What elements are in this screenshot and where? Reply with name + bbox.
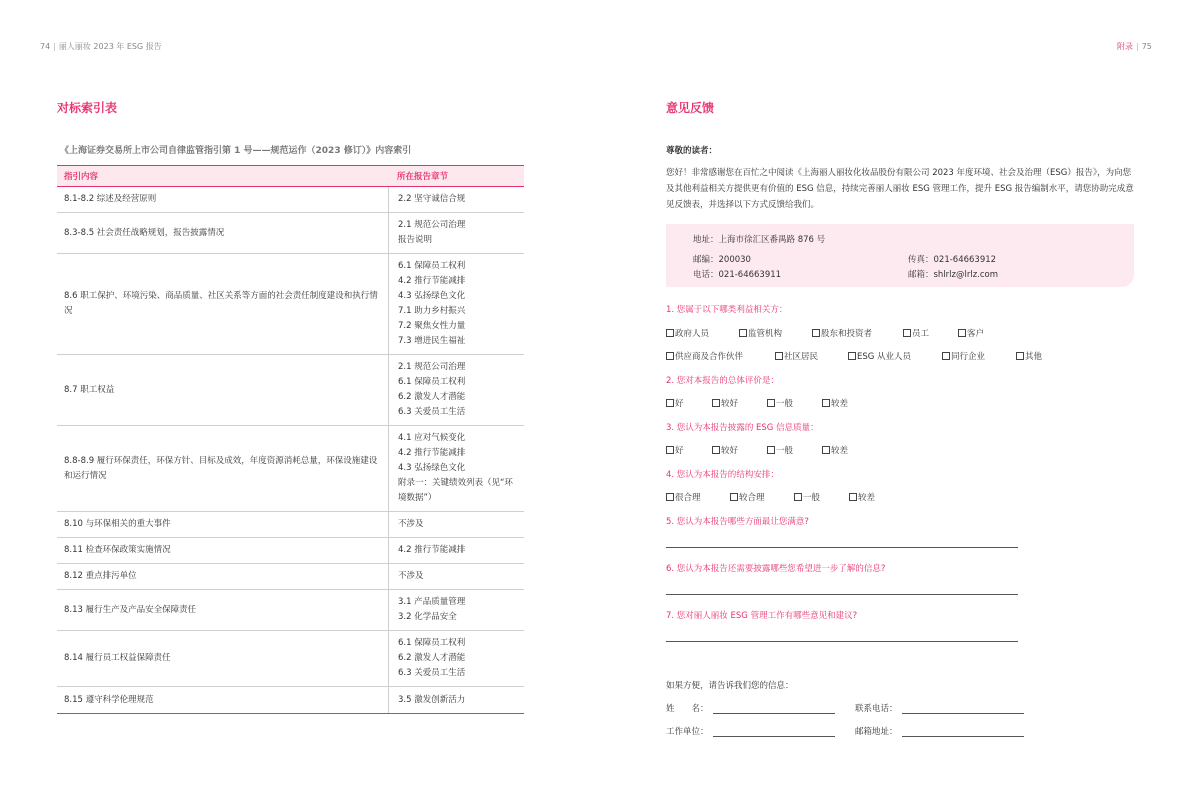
option-label: 较差: [831, 399, 849, 409]
row-item: 8.13 履行生产及产品安全保障责任: [64, 604, 197, 615]
row-item: 8.12 重点排污单位: [64, 571, 137, 581]
checkbox-icon[interactable]: [942, 352, 950, 360]
option-label: 好: [675, 399, 684, 409]
table-row: [57, 426, 524, 512]
table-caption: 《上海证券交易所上市公司自律监管指引第 1 号——规范运作（2023 修订）》内容索引: [60, 146, 412, 156]
chapter-line: 6.1 保障员工权利: [398, 261, 466, 271]
q1-option[interactable]: [739, 327, 782, 339]
contact-fax: 传真：021-64663912: [908, 255, 997, 265]
chapter-line: 6.1 保障员工权利: [398, 638, 466, 648]
checkbox-icon[interactable]: [848, 352, 856, 360]
greeting: 尊敬的读者：: [666, 146, 718, 156]
q6-answer-line[interactable]: [666, 594, 1018, 595]
contact-email: 邮箱：shlrlz@lrlz.com: [908, 270, 999, 280]
contact-address: 地址：上海市徐汇区番禺路 876 号: [693, 235, 826, 245]
question-7: 7. 您对丽人丽妆 ESG 管理工作有哪些意见和建议?: [666, 611, 858, 621]
row-item: 8.1-8.2 综述及经营原则: [64, 194, 157, 204]
row-chapters: [388, 564, 524, 589]
row-chapters: [388, 355, 524, 425]
contact-postcode: 邮编：200030: [693, 255, 751, 265]
row-item: 8.7 职工权益: [64, 384, 115, 395]
checkbox-icon[interactable]: [666, 446, 674, 454]
chapter-line: 4.3 弘扬绿色文化: [398, 463, 466, 473]
option-label: 较差: [858, 493, 876, 503]
row-chapters: [388, 631, 524, 686]
feedback-title: 意见反馈: [666, 101, 715, 115]
intro-paragraph: 您好！非常感谢您在百忙之中阅读《上海丽人丽妆化妆品股份有限公司 2023 年度环境、社会及治理（ESG）报告》，为向您及其他利益相关方提供更有价值的 ESG 信息，持续完善丽人丽妆 ESG 管理工作，提升 ESG 报告编制水平，请您协助完成意见反馈表，并选择以下方式反馈给我们。: [666, 168, 1134, 210]
checkbox-icon[interactable]: [812, 329, 820, 337]
chapter-line: 4.2 推行节能减排: [398, 545, 466, 555]
table-row: [57, 631, 524, 687]
option-label: 较差: [831, 446, 849, 456]
table-row: [57, 512, 524, 538]
chapter-line: 附录一：关键绩效列表（见“环: [398, 478, 513, 488]
q1-option[interactable]: [812, 327, 872, 339]
row-item: 8.10 与环保相关的重大事件: [64, 519, 171, 529]
chapter-line: 6.3 关爱员工生活: [398, 407, 466, 417]
chapter-line: 3.1 产品质量管理: [398, 597, 466, 607]
row-item: 8.6 职工保护、环境污染、商品质量、社区关系等方面的社会责任制度建设和执行情况: [64, 291, 378, 316]
checkbox-icon[interactable]: [767, 399, 775, 407]
q4-option[interactable]: [794, 491, 820, 503]
row-chapters: [388, 590, 524, 630]
question-4: 4. 您认为本报告的结构安排：: [666, 470, 779, 480]
checkbox-icon[interactable]: [849, 493, 857, 501]
column-header-chapter: 所在报告章节: [397, 172, 449, 182]
option-label: 政府人员: [675, 329, 710, 339]
row-item: 8.15 遵守科学伦理规范: [64, 694, 154, 705]
row-chapters: [388, 538, 524, 563]
q1-option[interactable]: [1016, 350, 1042, 362]
chapter-line: 2.2 坚守诚信合规: [398, 194, 466, 204]
index-table-title: 对标索引表: [57, 101, 118, 115]
question-6: 6. 您认为本报告还需要披露哪些您希望进一步了解的信息?: [666, 564, 886, 574]
row-chapters: [388, 254, 524, 354]
option-label: 员工: [912, 329, 930, 339]
right-page-number: 75: [1141, 42, 1152, 51]
checkbox-icon[interactable]: [767, 446, 775, 454]
name-input-line[interactable]: [713, 705, 835, 714]
phone-input-line[interactable]: [902, 705, 1024, 714]
option-label: 好: [675, 446, 684, 456]
option-label: 一般: [803, 493, 821, 503]
table-row: [57, 187, 524, 213]
table-row: [57, 590, 524, 631]
row-chapters: [388, 512, 524, 537]
q3-option[interactable]: [822, 444, 848, 456]
option-label: 同行企业: [951, 352, 986, 362]
checkbox-icon[interactable]: [903, 329, 911, 337]
q7-answer-line[interactable]: [666, 641, 1018, 642]
left-page-number: 74: [40, 42, 51, 51]
checkbox-icon[interactable]: [666, 399, 674, 407]
q2-option[interactable]: [712, 397, 738, 409]
chapter-line: 6.2 激发人才潜能: [398, 392, 466, 402]
q1-option[interactable]: [848, 350, 911, 362]
email-field[interactable]: [855, 725, 1024, 737]
chapter-line: 4.1 应对气候变化: [398, 433, 466, 443]
option-label: 监管机构: [748, 329, 783, 339]
left-page-header: [40, 41, 162, 52]
checkbox-icon[interactable]: [666, 493, 674, 501]
table-row: [57, 538, 524, 564]
chapter-line: 3.2 化学品安全: [398, 612, 457, 622]
chapter-line: 4.2 推行节能减排: [398, 448, 466, 458]
option-label: 社区居民: [784, 352, 819, 362]
option-label: 一般: [776, 446, 794, 456]
name-field[interactable]: [666, 702, 835, 714]
column-header-content: 指引内容: [64, 172, 99, 182]
checkbox-icon[interactable]: [794, 493, 802, 501]
option-label: 一般: [776, 399, 794, 409]
chapter-line: 报告说明: [398, 235, 433, 245]
field-label: 姓 名：: [666, 704, 709, 714]
option-label: 客户: [967, 329, 985, 339]
chapter-line: 不涉及: [398, 519, 424, 529]
chapter-line: 7.2 聚焦女性力量: [398, 321, 466, 331]
q4-option[interactable]: [666, 491, 701, 503]
contact-box: [666, 224, 1134, 287]
checkbox-icon[interactable]: [958, 329, 966, 337]
checkbox-icon[interactable]: [1016, 352, 1024, 360]
info-prompt: 如果方便，请告诉我们您的信息：: [666, 681, 794, 691]
q2-option[interactable]: [767, 397, 793, 409]
option-label: 供应商及合作伙伴: [675, 352, 744, 362]
contact-phone: 电话：021-64663911: [693, 270, 782, 280]
phone-field[interactable]: [855, 702, 1024, 714]
table-row: [57, 213, 524, 254]
company-field[interactable]: [666, 725, 835, 737]
chapter-line: 4.2 推行节能减排: [398, 276, 466, 286]
row-chapters: [388, 213, 524, 253]
chapter-line: 4.3 弘扬绿色文化: [398, 291, 466, 301]
option-label: ESG 从业人员: [857, 352, 912, 362]
question-1: 1. 您属于以下哪类利益相关方：: [666, 305, 788, 315]
option-label: 较好: [721, 446, 739, 456]
header-divider: |: [1136, 42, 1139, 51]
checkbox-icon[interactable]: [775, 352, 783, 360]
q1-option[interactable]: [942, 350, 985, 362]
checkbox-icon[interactable]: [822, 399, 830, 407]
row-chapters: [388, 426, 524, 511]
checkbox-icon[interactable]: [822, 446, 830, 454]
q5-answer-line[interactable]: [666, 547, 1018, 548]
q3-option[interactable]: [712, 444, 738, 456]
table-header: [57, 166, 524, 187]
q1-option[interactable]: [775, 350, 818, 362]
chapter-line: 6.1 保障员工权利: [398, 377, 466, 387]
row-item: 8.8-8.9 履行环保责任，环保方针、目标及成效，年度资源消耗总量，环保设施建设和运行情况: [64, 455, 378, 481]
question-3: 3. 您认为本报告披露的 ESG 信息质量：: [666, 423, 819, 433]
chapter-line: 境数据”）: [398, 493, 437, 503]
row-chapters: [388, 187, 524, 212]
chapter-line: 不涉及: [398, 571, 424, 581]
chapter-line: 2.1 规范公司治理: [398, 220, 466, 230]
row-chapters: [388, 687, 524, 713]
email-input-line[interactable]: [902, 728, 1024, 737]
company-input-line[interactable]: [713, 728, 835, 737]
chapter-line: 6.3 关爱员工生活: [398, 668, 466, 678]
header-divider: |: [53, 42, 56, 51]
option-label: 较好: [721, 399, 739, 409]
q1-option[interactable]: [903, 327, 929, 339]
checkbox-icon[interactable]: [666, 352, 674, 360]
chapter-line: 6.2 激发人才潜能: [398, 653, 466, 663]
row-item: 8.11 检查环保政策实施情况: [64, 545, 171, 555]
q2-option[interactable]: [822, 397, 848, 409]
option-label: 较合理: [739, 493, 765, 503]
field-label: 工作单位：: [666, 727, 709, 737]
index-table: [57, 165, 524, 714]
checkbox-icon[interactable]: [712, 399, 720, 407]
question-5: 5. 您认为本报告哪些方面最让您满意?: [666, 517, 809, 527]
field-label: 邮箱地址：: [855, 727, 898, 737]
q2-option[interactable]: [666, 397, 684, 409]
q1-option[interactable]: [666, 350, 743, 362]
question-2: 2. 您对本报告的总体评价是：: [666, 376, 779, 386]
chapter-line: 3.5 激发创新活力: [398, 694, 466, 705]
q1-option[interactable]: [958, 327, 984, 339]
table-row: [57, 687, 524, 713]
field-label: 联系电话：: [855, 704, 898, 714]
chapter-line: 2.1 规范公司治理: [398, 362, 466, 372]
option-label: 其他: [1025, 352, 1043, 362]
option-label: 股东和投资者: [821, 329, 873, 339]
q3-option[interactable]: [666, 444, 684, 456]
table-row: [57, 254, 524, 355]
table-row: [57, 564, 524, 590]
chapter-line: 7.1 助力乡村振兴: [398, 306, 466, 316]
row-item: 8.3-8.5 社会责任战略规划，报告披露情况: [64, 227, 225, 238]
q3-option[interactable]: [767, 444, 793, 456]
right-section-name: 附录: [1117, 42, 1133, 51]
table-row: [57, 355, 524, 426]
checkbox-icon[interactable]: [712, 446, 720, 454]
checkbox-icon[interactable]: [666, 329, 674, 337]
q4-option[interactable]: [849, 491, 875, 503]
row-item: 8.14 履行员工权益保障责任: [64, 653, 171, 663]
q1-option[interactable]: [666, 327, 709, 339]
right-page-header: [1117, 41, 1152, 52]
checkbox-icon[interactable]: [739, 329, 747, 337]
chapter-line: 7.3 增进民生福祉: [398, 336, 466, 346]
left-doc-title: 丽人丽妆 2023 年 ESG 报告: [58, 42, 162, 51]
checkbox-icon[interactable]: [730, 493, 738, 501]
q4-option[interactable]: [730, 491, 765, 503]
option-label: 很合理: [675, 493, 701, 503]
